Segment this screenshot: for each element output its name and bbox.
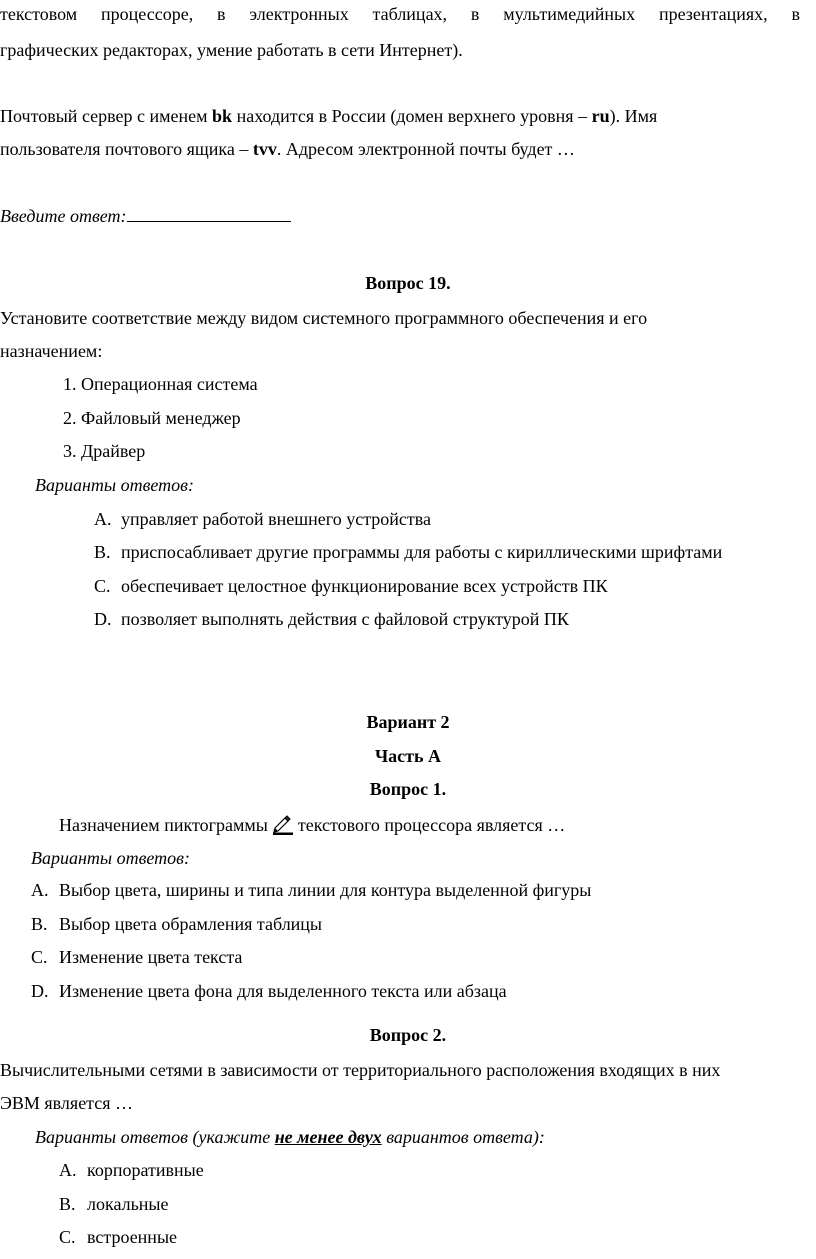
q18-user: tvv xyxy=(252,139,277,159)
option-text: встроенные xyxy=(87,1227,178,1247)
q18-domain: ru xyxy=(591,106,610,126)
item-text: Файловый менеджер xyxy=(81,408,241,428)
intro-line-2: графических редакторах, умение работать в сети Интернет). xyxy=(0,40,463,60)
option-text: обеспечивает целостное функционирование всех устройств ПК xyxy=(121,576,608,596)
q1-answer-option[interactable] xyxy=(31,945,242,969)
q2-text-line-1: Вычислительными сетями в зависимости от территориального расположения входящих в них xyxy=(0,1060,721,1080)
q19-title: Вопрос 19. xyxy=(365,273,451,293)
option-text: корпоративные xyxy=(87,1160,204,1180)
q1-title: Вопрос 1. xyxy=(369,779,447,799)
item-number: 1. xyxy=(63,374,77,394)
option-text: позволяет выполнять действия с файловой структурой ПК xyxy=(121,609,569,629)
q18-line-2 xyxy=(0,137,575,161)
option-text: Выбор цвета, ширины и типа линии для контура выделенной фигуры xyxy=(59,880,592,900)
q1-text-after: текстового процессора является … xyxy=(297,815,566,835)
option-letter: B. xyxy=(59,1194,76,1214)
option-text: Изменение цвета текста xyxy=(59,947,243,967)
option-letter: D. xyxy=(94,609,112,629)
option-text: приспосабливает другие программы для работы с кириллическими шрифтами xyxy=(121,542,723,562)
option-letter: C. xyxy=(94,576,111,596)
answers-label-emphasis: не менее двух xyxy=(274,1127,382,1147)
answers-label-text: Варианты ответов (укажите xyxy=(35,1127,275,1147)
q18-answer-row xyxy=(0,204,291,228)
q19-answer-option[interactable] xyxy=(94,574,608,598)
option-text: управляет работой внешнего устройства xyxy=(121,509,432,529)
item-number: 2. xyxy=(63,408,77,428)
q2-answer-option[interactable] xyxy=(59,1158,204,1182)
intro-line-1: текстовом процессоре, в электронных таблицах, в мультимедийных презентациях, в xyxy=(0,4,800,24)
option-letter: D. xyxy=(31,981,49,1001)
pencil-line-color-icon xyxy=(272,813,294,835)
answer-label: Введите ответ: xyxy=(0,206,127,226)
option-text: Выбор цвета обрамления таблицы xyxy=(59,914,323,934)
option-letter: B. xyxy=(94,542,111,562)
option-letter: C. xyxy=(59,1227,76,1247)
q2-answer-option[interactable] xyxy=(59,1192,169,1216)
q1-answer-option[interactable] xyxy=(31,878,591,902)
item-number: 3. xyxy=(63,441,77,461)
q19-text-line-1: Установите соответствие между видом системного программного обеспечения и его xyxy=(0,308,648,328)
q18-line-1 xyxy=(0,104,657,128)
q19-item xyxy=(63,439,145,463)
q18-text: пользователя почтового ящика – xyxy=(0,139,253,159)
option-letter: A. xyxy=(59,1160,77,1180)
item-text: Операционная система xyxy=(81,374,258,394)
q18-text: ). Имя xyxy=(609,106,658,126)
q19-item xyxy=(63,372,258,396)
q19-answer-option[interactable] xyxy=(94,540,722,564)
q18-text: . Адресом электронной почты будет … xyxy=(276,139,575,159)
q1-answers-label: Варианты ответов: xyxy=(31,848,190,868)
answers-label-text: вариантов ответа): xyxy=(381,1127,545,1147)
variant-title: Вариант 2 xyxy=(366,712,450,732)
q2-answer-option[interactable] xyxy=(59,1225,177,1249)
q19-text-line-2: назначением: xyxy=(0,341,103,361)
q18-text: находится в России (домен верхнего уровня – xyxy=(232,106,592,126)
q19-answer-option[interactable] xyxy=(94,507,431,531)
option-letter: B. xyxy=(31,914,48,934)
option-letter: A. xyxy=(31,880,49,900)
q19-item xyxy=(63,406,241,430)
q1-text-before: Назначением пиктограммы xyxy=(59,815,268,835)
q2-title: Вопрос 2. xyxy=(369,1025,447,1045)
q2-answers-label xyxy=(35,1125,545,1149)
option-letter: A. xyxy=(94,509,112,529)
q18-text: Почтовый сервер с именем xyxy=(0,106,213,126)
q19-answer-option[interactable] xyxy=(94,607,569,631)
q1-answer-option[interactable] xyxy=(31,912,322,936)
q1-answer-option[interactable] xyxy=(31,979,507,1003)
answer-blank-field[interactable] xyxy=(127,205,291,222)
q18-server: bk xyxy=(212,106,233,126)
q2-text-line-2: ЭВМ является … xyxy=(0,1093,134,1113)
item-text: Драйвер xyxy=(81,441,146,461)
option-text: локальные xyxy=(87,1194,169,1214)
option-text: Изменение цвета фона для выделенного текста или абзаца xyxy=(59,981,507,1001)
option-letter: C. xyxy=(31,947,48,967)
q1-text xyxy=(59,813,565,837)
part-title: Часть А xyxy=(374,746,442,766)
q19-answers-label: Варианты ответов: xyxy=(35,475,194,495)
